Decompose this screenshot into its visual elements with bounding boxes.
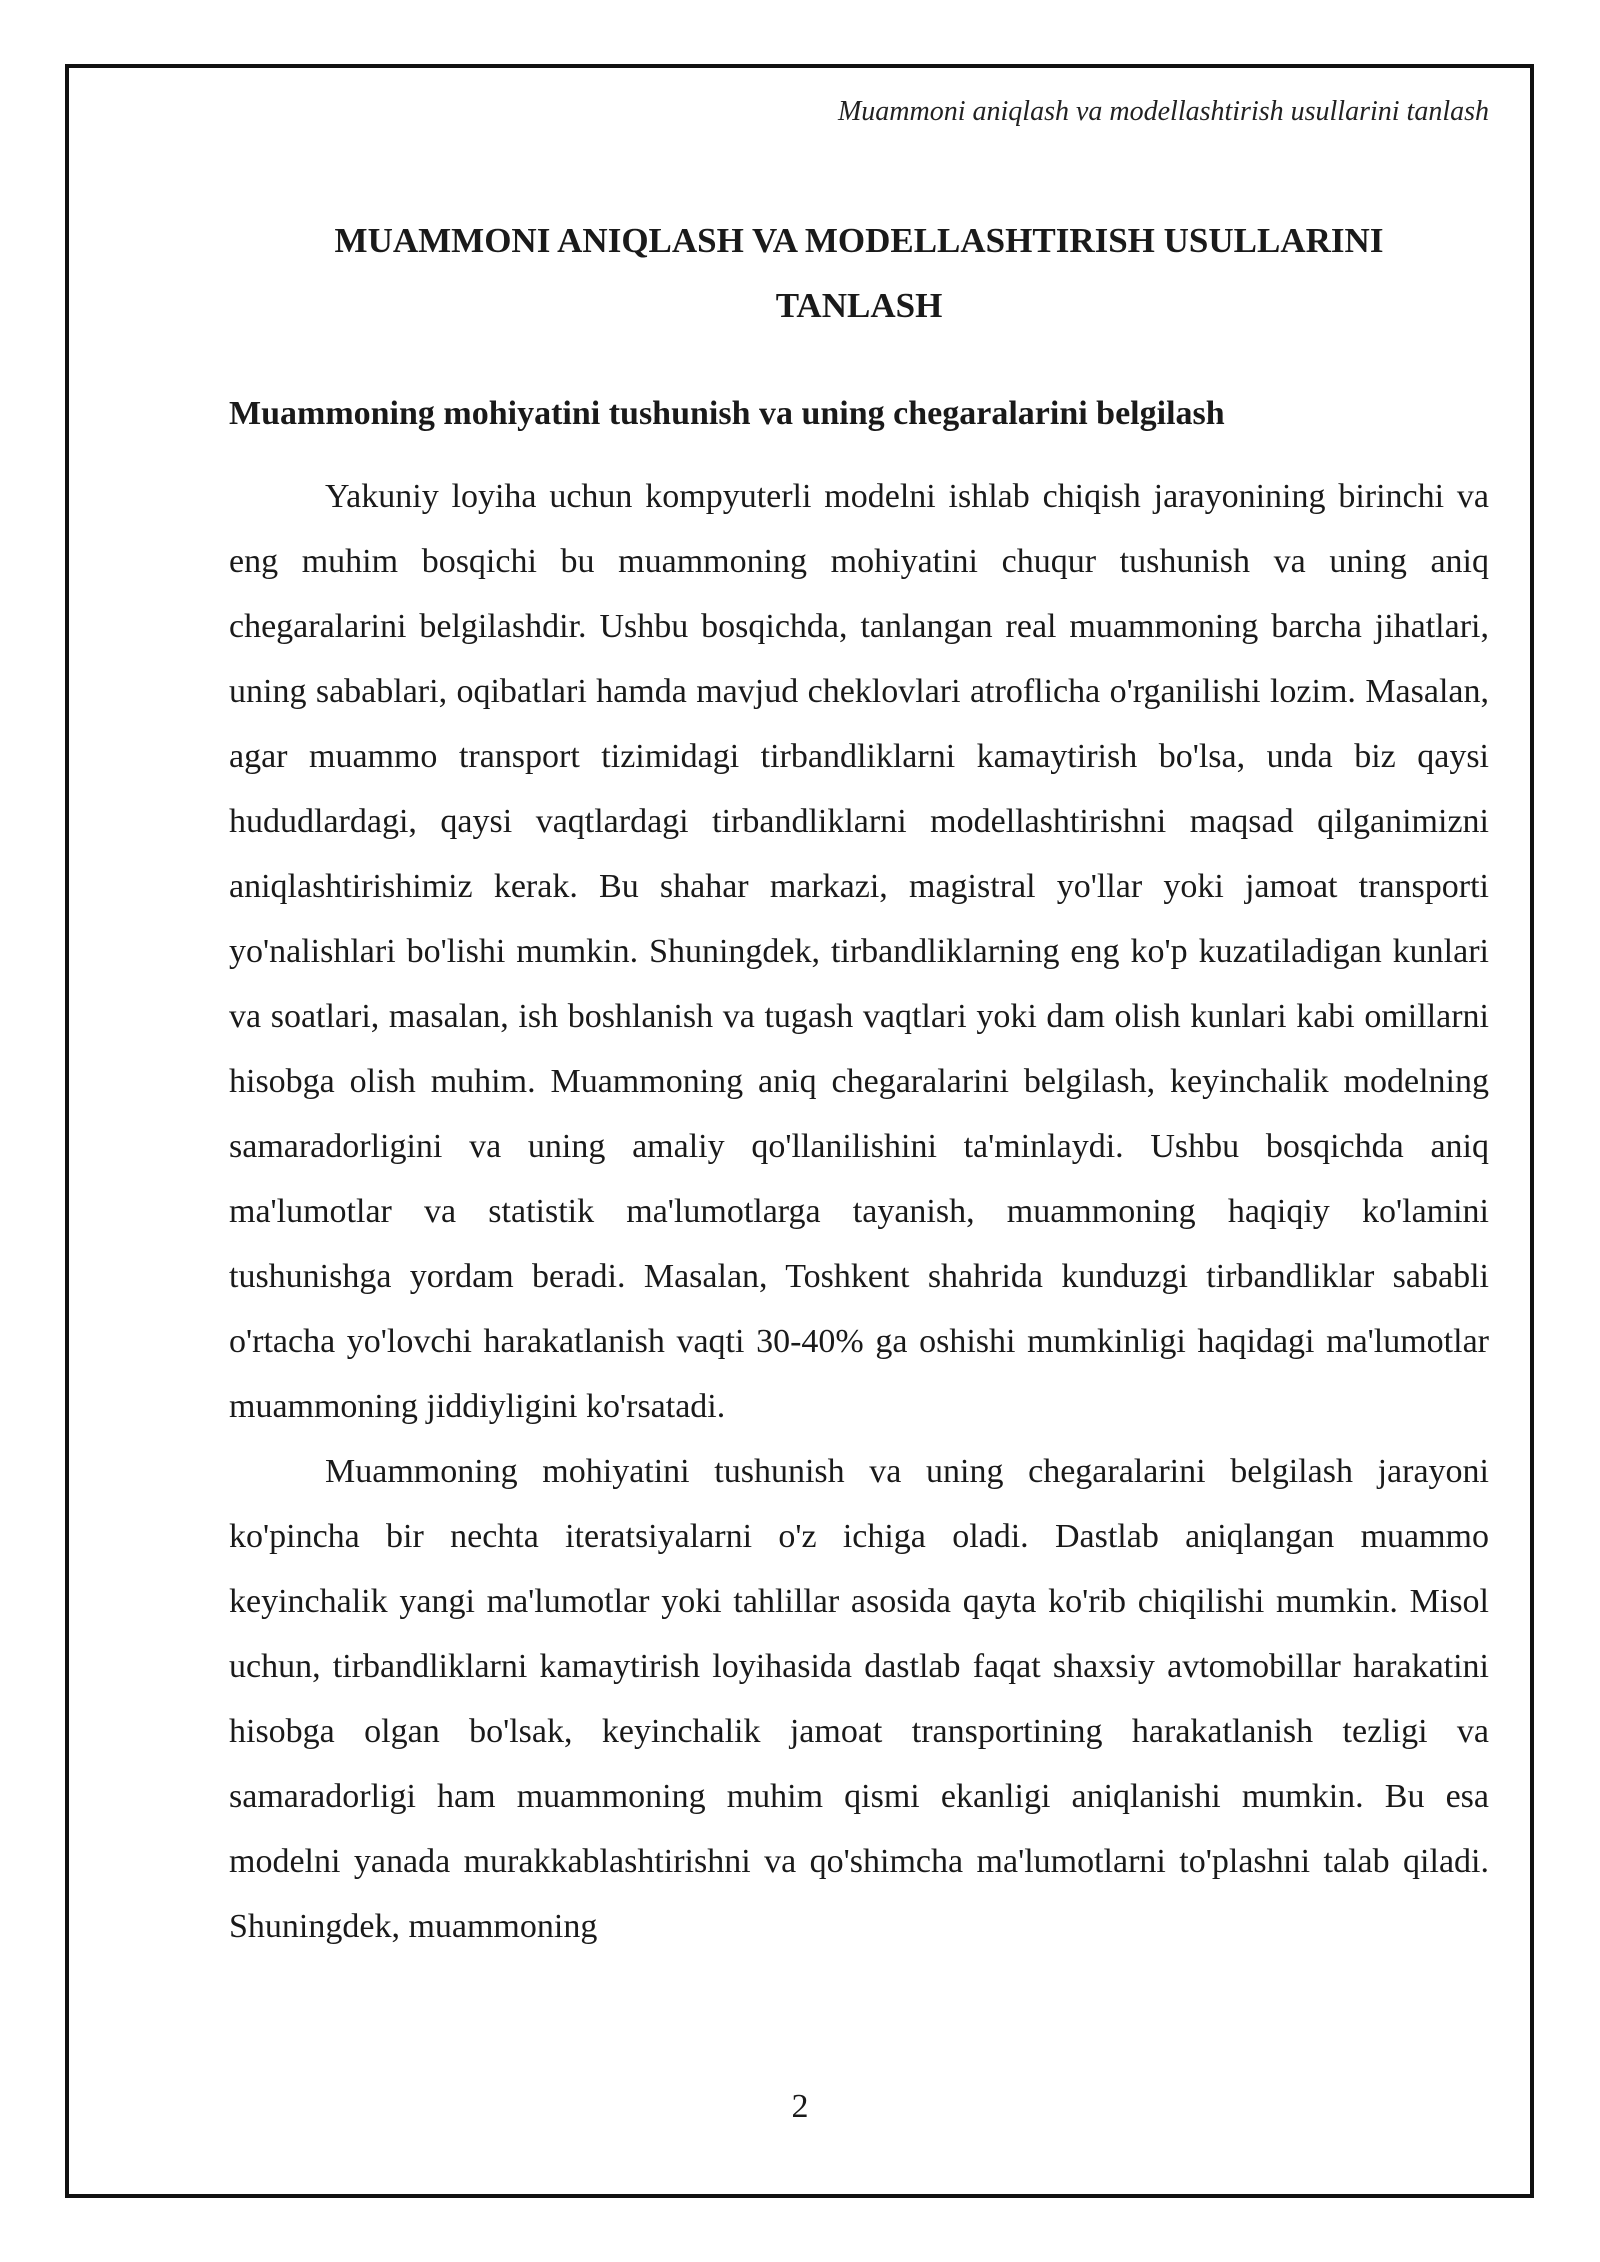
document-title-line-1: MUAMMONI ANIQLASH VA MODELLASHTIRISH USULLARINI <box>334 221 1384 260</box>
running-header: Muammoni aniqlash va modellashtirish usullarini tanlash <box>837 96 1489 127</box>
paragraph: Yakuniy loyiha uchun kompyuterli modelni ishlab chiqish jarayonining birinchi va eng muhim bosqichi bu muammoning mohiyatini chuqur tushunish va uning aniq chegaralarini belgilashdir. Ushbu bosqichda, tanlangan real muammoning barcha jihatlari, uning sabablari, oqibatlari hamda mavjud cheklovlari atroflicha o'rganilishi lozim. Masalan, agar muammo transport tizimidagi tirbandliklarni kamaytirish bo'lsa, unda biz qaysi hududlardagi, qaysi vaqtlardagi tirbandliklarni modellashtirishni maqsad qilganimizni aniqlashtirishimiz kerak. Bu shahar markazi, magistral yo'llar yoki jamoat transporti yo'nalishlari bo'lishi mumkin. Shuningdek, tirbandliklarning eng ko'p kuzatiladigan kunlari va soatlari, masalan, ish boshlanish va tugash vaqtlari yoki dam olish kunlari kabi omillarni hisobga olish muhim. Muammoning aniq chegaralarini belgilash, keyinchalik modelning samaradorligini va uning amaliy qo'llanilishini ta'minlaydi. Ushbu bosqichda aniq ma'lumotlar va statistik ma'lumotlarga tayanish, muammoning haqiqiy ko'lamini tushunishga yordam beradi. Masalan, Toshkent shahrida kunduzgi tirbandliklar sababli o'rtacha yo'lovchi harakatlanish vaqti 30-40% ga oshishi mumkinligi haqidagi ma'lumotlar muammoning jiddiyligini ko'rsatadi. <box>229 478 1489 1425</box>
body-text <box>229 464 1489 1959</box>
page-number: 2 <box>791 2088 809 2125</box>
paragraph: Muammoning mohiyatini tushunish va uning chegaralarini belgilash jarayoni ko'pincha bir nechta iteratsiyalarni o'z ichiga oladi. Dastlab aniqlangan muammo keyinchalik yangi ma'lumotlar yoki tahlillar asosida qayta ko'rib chiqilishi mumkin. Misol uchun, tirbandliklarni kamaytirish loyihasida dastlab faqat shaxsiy avtomobillar harakatini hisobga olgan bo'lsak, keyinchalik jamoat transportining harakatlanish tezligi va samaradorligi ham muammoning muhim qismi ekanligi aniqlanishi mumkin. Bu esa modelni yanada murakkablashtirishni va qo'shimcha ma'lumotlarni to'plashni talab qiladi. Shuningdek, muammoning <box>229 1453 1489 1945</box>
section-heading: Muammoning mohiyatini tushunish va uning chegaralarini belgilash <box>229 395 1225 432</box>
document-title <box>229 208 1489 338</box>
document-title-line-2: TANLASH <box>775 286 943 325</box>
